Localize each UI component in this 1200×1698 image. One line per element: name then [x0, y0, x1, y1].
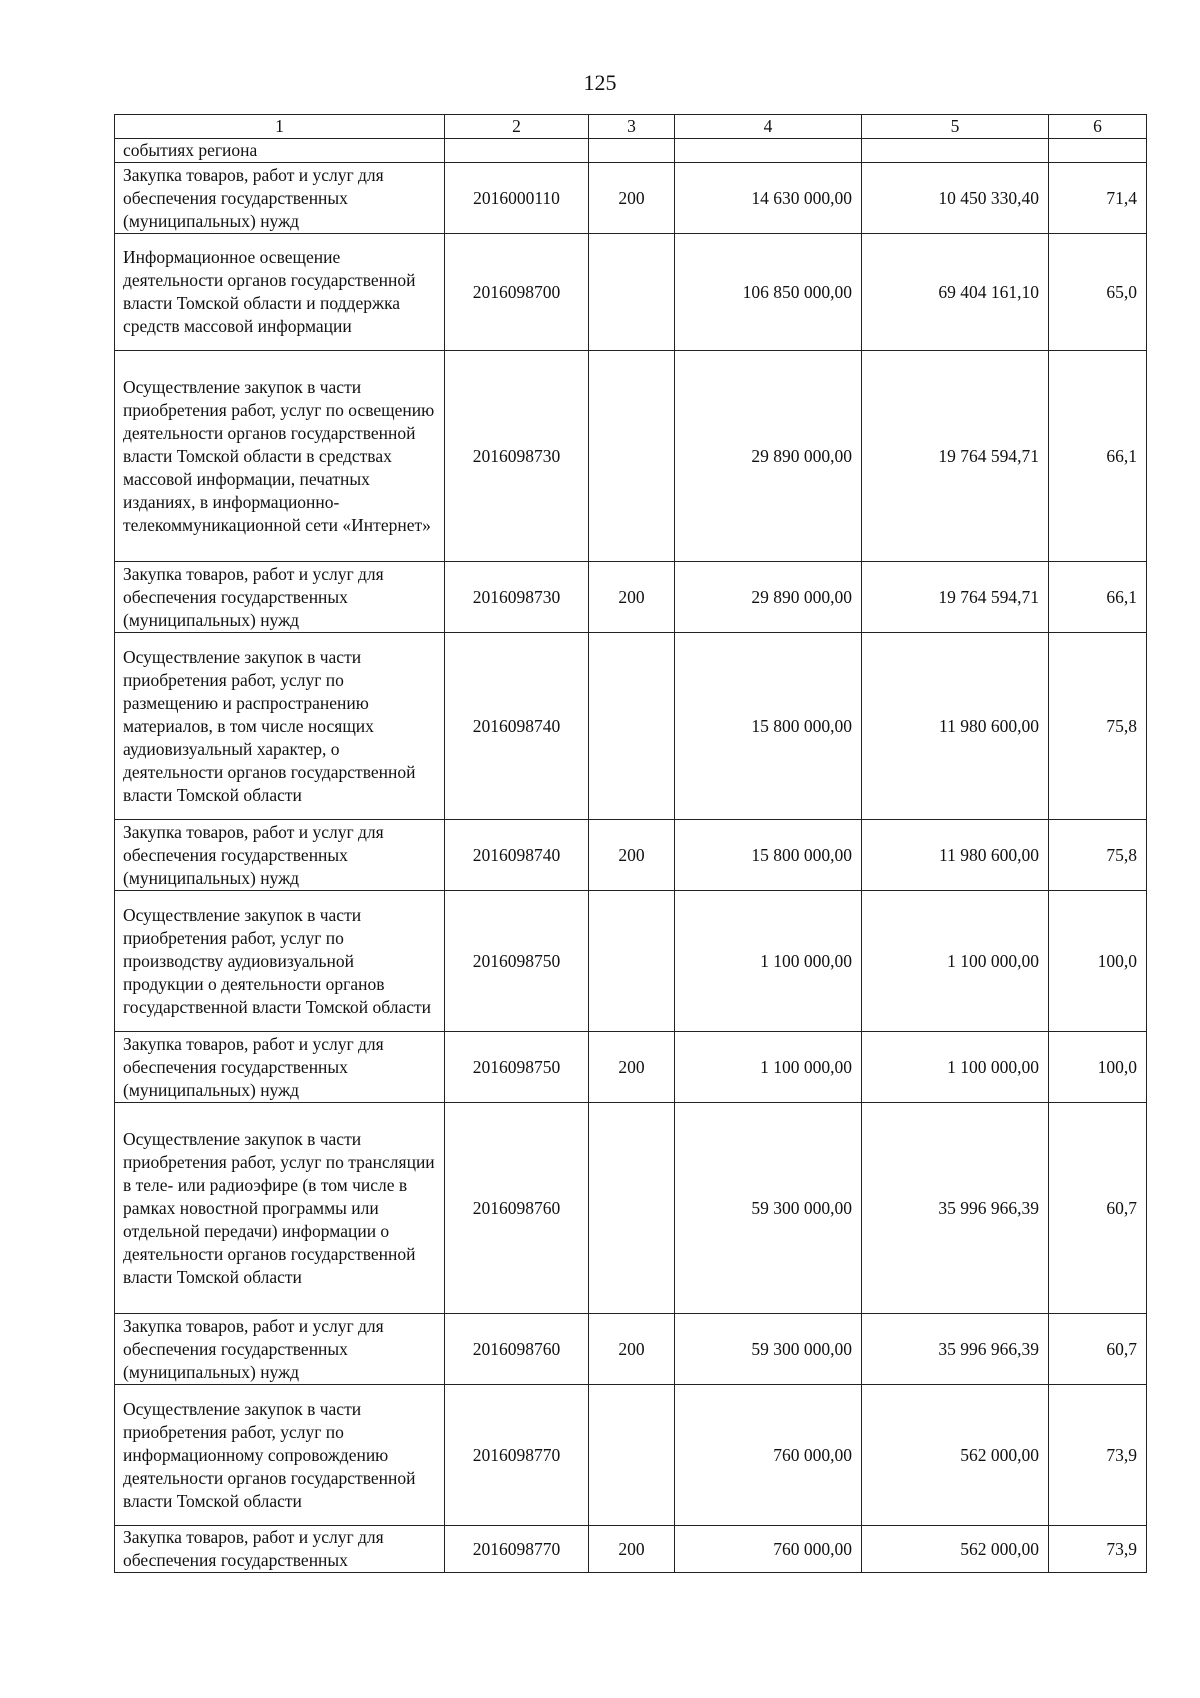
row-type — [589, 139, 675, 163]
row-code: 2016098770 — [445, 1526, 589, 1573]
table-row — [115, 351, 1147, 562]
row-actual: 19 764 594,71 — [862, 562, 1049, 633]
row-plan: 29 890 000,00 — [675, 562, 862, 633]
row-percent: 100,0 — [1049, 891, 1147, 1032]
row-type — [589, 633, 675, 820]
row-name: Осуществление закупок в части приобретения работ, услуг по освещению деятельности органов государственной власти Томской области в средствах массовой информации, печатных изданиях, в информационно-телекоммуникационной сети «Интернет» — [115, 351, 445, 562]
table-row — [115, 1385, 1147, 1526]
header-cell: 6 — [1049, 115, 1147, 139]
row-plan: 760 000,00 — [675, 1526, 862, 1573]
row-actual: 35 996 966,39 — [862, 1314, 1049, 1385]
row-type: 200 — [589, 1032, 675, 1103]
row-name: Осуществление закупок в части приобретения работ, услуг по производству аудиовизуальной продукции о деятельности органов государственной власти Томской области — [115, 891, 445, 1032]
row-plan: 106 850 000,00 — [675, 234, 862, 351]
row-name: Осуществление закупок в части приобретения работ, услуг по трансляции в теле- или радиоэфире (в том числе в рамках новостной программы или отдельной передачи) информации о деятельности органов государственной власти Томской области — [115, 1103, 445, 1314]
row-type — [589, 891, 675, 1032]
row-plan: 14 630 000,00 — [675, 163, 862, 234]
table-row — [115, 163, 1147, 234]
table-row — [115, 562, 1147, 633]
row-name: Закупка товаров, работ и услуг для обеспечения государственных (муниципальных) нужд — [115, 820, 445, 891]
row-name: Информационное освещение деятельности органов государственной власти Томской области и поддержка средств массовой информации — [115, 234, 445, 351]
row-plan: 15 800 000,00 — [675, 633, 862, 820]
row-actual: 562 000,00 — [862, 1526, 1049, 1573]
row-code: 2016098740 — [445, 820, 589, 891]
header-cell: 3 — [589, 115, 675, 139]
table-row — [115, 1032, 1147, 1103]
row-percent: 60,7 — [1049, 1103, 1147, 1314]
row-percent: 73,9 — [1049, 1526, 1147, 1573]
table-row — [115, 1526, 1147, 1573]
table-row — [115, 234, 1147, 351]
row-code: 2016000110 — [445, 163, 589, 234]
row-percent: 75,8 — [1049, 820, 1147, 891]
row-percent: 65,0 — [1049, 234, 1147, 351]
row-name: Осуществление закупок в части приобретения работ, услуг по размещению и распространению материалов, в том числе носящих аудиовизуальный характер, о деятельности органов государственной власти Томской области — [115, 633, 445, 820]
row-actual: 10 450 330,40 — [862, 163, 1049, 234]
row-percent: 60,7 — [1049, 1314, 1147, 1385]
row-type — [589, 1103, 675, 1314]
row-name: событиях региона — [115, 139, 445, 163]
row-actual: 11 980 600,00 — [862, 633, 1049, 820]
row-type: 200 — [589, 163, 675, 234]
header-cell: 1 — [115, 115, 445, 139]
row-actual: 11 980 600,00 — [862, 820, 1049, 891]
row-name: Осуществление закупок в части приобретения работ, услуг по информационному сопровождению деятельности органов государственной власти Томской области — [115, 1385, 445, 1526]
row-type: 200 — [589, 820, 675, 891]
row-plan: 760 000,00 — [675, 1385, 862, 1526]
row-actual: 562 000,00 — [862, 1385, 1049, 1526]
row-code: 2016098750 — [445, 1032, 589, 1103]
row-plan: 29 890 000,00 — [675, 351, 862, 562]
row-code: 2016098730 — [445, 562, 589, 633]
row-actual: 69 404 161,10 — [862, 234, 1049, 351]
row-code: 2016098740 — [445, 633, 589, 820]
budget-table — [114, 114, 1147, 1573]
row-code: 2016098700 — [445, 234, 589, 351]
row-code: 2016098760 — [445, 1314, 589, 1385]
row-percent: 73,9 — [1049, 1385, 1147, 1526]
row-code — [445, 139, 589, 163]
header-cell: 5 — [862, 115, 1049, 139]
row-percent: 100,0 — [1049, 1032, 1147, 1103]
row-percent: 71,4 — [1049, 163, 1147, 234]
table-row — [115, 1103, 1147, 1314]
row-plan — [675, 139, 862, 163]
row-name: Закупка товаров, работ и услуг для обеспечения государственных (муниципальных) нужд — [115, 562, 445, 633]
row-name: Закупка товаров, работ и услуг для обеспечения государственных (муниципальных) нужд — [115, 1032, 445, 1103]
row-name: Закупка товаров, работ и услуг для обеспечения государственных (муниципальных) нужд — [115, 1314, 445, 1385]
row-actual — [862, 139, 1049, 163]
row-percent: 66,1 — [1049, 351, 1147, 562]
row-actual: 1 100 000,00 — [862, 891, 1049, 1032]
row-name: Закупка товаров, работ и услуг для обеспечения государственных — [115, 1526, 445, 1573]
row-name: Закупка товаров, работ и услуг для обеспечения государственных (муниципальных) нужд — [115, 163, 445, 234]
row-type: 200 — [589, 1526, 675, 1573]
row-plan: 1 100 000,00 — [675, 1032, 862, 1103]
row-percent — [1049, 139, 1147, 163]
header-row — [115, 115, 1147, 139]
table-row — [115, 139, 1147, 163]
page-number: 125 — [583, 70, 617, 95]
row-plan: 15 800 000,00 — [675, 820, 862, 891]
table-row — [115, 1314, 1147, 1385]
row-actual: 35 996 966,39 — [862, 1103, 1049, 1314]
table-row — [115, 891, 1147, 1032]
row-code: 2016098750 — [445, 891, 589, 1032]
row-code: 2016098760 — [445, 1103, 589, 1314]
row-actual: 1 100 000,00 — [862, 1032, 1049, 1103]
row-plan: 59 300 000,00 — [675, 1314, 862, 1385]
row-code: 2016098770 — [445, 1385, 589, 1526]
table-row — [115, 633, 1147, 820]
header-cell: 4 — [675, 115, 862, 139]
row-type: 200 — [589, 562, 675, 633]
row-plan: 59 300 000,00 — [675, 1103, 862, 1314]
row-type: 200 — [589, 1314, 675, 1385]
row-plan: 1 100 000,00 — [675, 891, 862, 1032]
row-type — [589, 234, 675, 351]
table-row — [115, 820, 1147, 891]
row-type — [589, 351, 675, 562]
row-percent: 75,8 — [1049, 633, 1147, 820]
row-type — [589, 1385, 675, 1526]
row-code: 2016098730 — [445, 351, 589, 562]
row-actual: 19 764 594,71 — [862, 351, 1049, 562]
row-percent: 66,1 — [1049, 562, 1147, 633]
header-cell: 2 — [445, 115, 589, 139]
